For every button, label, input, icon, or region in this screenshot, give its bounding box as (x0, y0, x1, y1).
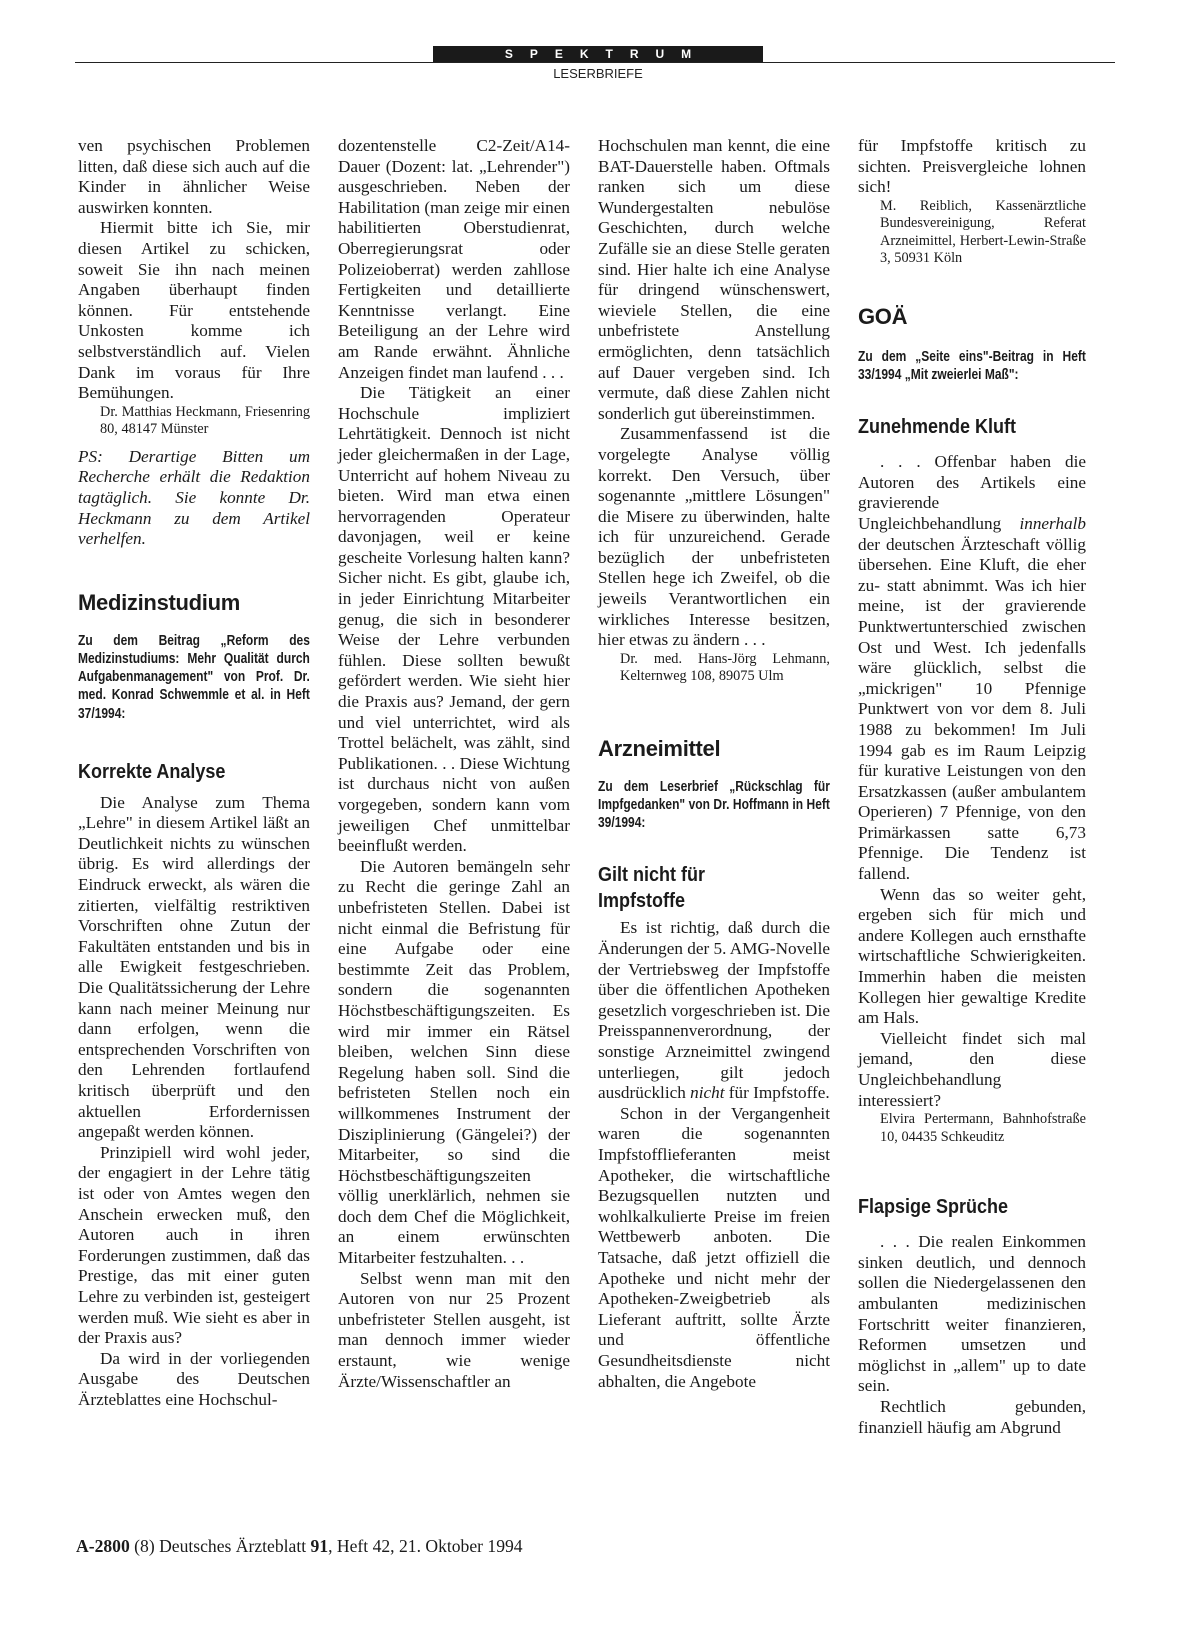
journal-name: (8) Deutsches Ärzteblatt (129, 1536, 311, 1556)
emphasis: nicht (690, 1083, 725, 1103)
editor-note: PS: Derartige Bitten um Recherche erhält die Redaktion tagtäglich. Sie konnte Dr. Heckmann zu dem Artikel verhelfen. (78, 446, 310, 549)
section-heading: GOÄ (858, 303, 908, 329)
paragraph-text: für Impfstoffe. (724, 1083, 830, 1103)
paragraph: ven psychischen Problemen litten, daß diese sich auch auf die Kinder in ähnlicher Weise auswirken konnten. (78, 136, 310, 217)
paragraph: Selbst wenn man mit den Autoren von nur 25 Prozent unbefristeter Stellen ausgeht, ist man dennoch immer wieder erstaunt, wie wenige Ärzte/Wissenschaftler an (338, 1268, 570, 1391)
column-4 (858, 136, 1086, 1438)
letter-heading: Gilt nicht für Impfstoffe (598, 864, 706, 913)
section-intro: Zu dem Leserbrief „Rückschlag für Impfgedanken" von Dr. Hoffmann in Heft 39/1994: (598, 778, 830, 832)
paragraph (598, 918, 830, 1103)
letter-heading: Flapsige Sprüche (858, 1196, 1009, 1219)
column-3 (598, 136, 830, 1392)
section-heading: Arzneimittel (598, 735, 721, 761)
paragraph: Wenn das so weiter geht, ergeben sich für mich und andere Kollegen auch ernsthafte wirtschaftliche Schwierigkeiten. Immerhin haben die meisten Kollegen hier gewaltige Kredite am Hals. (858, 884, 1086, 1028)
paragraph: Hiermit bitte ich Sie, mir diesen Artikel zu schicken, soweit Sie ihn nach meinen Angaben überhaupt finden können. Für entstehende Unkosten komme ich selbstverständlich auf. Vielen Dank im voraus für Ihre Bemühungen. (78, 218, 310, 403)
paragraph (858, 452, 1086, 884)
section-intro: Zu dem „Seite eins"-Beitrag in Heft 33/1994 „Mit zweierlei Maß": (858, 348, 1086, 383)
letter-signature: Elvira Pertermann, Bahnhofstraße 10, 04435 Schkeuditz (880, 1111, 1086, 1145)
paragraph: . . . Die realen Einkommen sinken deutlich, und dennoch sollen die Niedergelassenen den ambulanten medizinischen Fortschritt weiter finanzieren, Reformen umsetzen und möglichst in „allem" up to date sein. (858, 1232, 1086, 1396)
section-intro: Zu dem Beitrag „Reform des Medizinstudiums: Mehr Qualität durch Aufgabenmanagement" von Prof. Dr. med. Konrad Schwemmle et al. in Heft 37/1994: (78, 632, 310, 722)
paragraph: Vielleicht findet sich mal jemand, den diese Ungleichbehandlung interessiert? (858, 1028, 1086, 1110)
section-heading: Medizinstudium (78, 589, 241, 615)
paragraph: Die Autoren bemängeln sehr zu Recht die geringe Zahl an unbefristeten Stellen. Dabei ist nicht einmal die Befristung für eine Aufgabe oder eine bestimmte Zeit das Problem, sondern die sogenannten Höchstbeschäftigungszeiten. Es wird mir immer ein Rätsel bleiben, welchen Sinn diese Regelung haben soll. Sind die befristeten Stellen noch ein willkommenes Instrument der Disziplinierung (Gängelei?) der Mitarbeiter, so sind die Höchstbeschäftigungszeiten völlig unerklärlich, nehmen sie doch dem Chef die Möglichkeit, an einem erwünschten Mitarbeiter festzuhalten. . . (338, 856, 570, 1268)
emphasis: innerhalb (1019, 513, 1086, 533)
paragraph: Zusammenfassend ist die vorgelegte Analyse völlig korrekt. Den Versuch, über sogenannte „mittlere Lösungen" die Misere zu überwinden, halte ich für unzureichend. Gerade bezüglich der unbefristeten Stellen hege ich Zweifel, ob die jeweils Verantwortlichen ein wirkliches Interesse besitzen, hier etwas zu ändern . . . (598, 424, 830, 650)
paragraph-text: . . . Offenbar haben die Autoren des Artikels eine gravierende Ungleichbehandlung (858, 452, 1086, 533)
paragraph: Die Tätigkeit an einer Hochschule impliziert Lehrtätigkeit. Dennoch ist nicht jeder gleichermaßen in der Lage, Unterricht auf hohem Niveau zu bieten. Wird man etwa einen hervorragenden Operateur davonjagen, weil er keine gescheite Vorlesung halten kann? Sicher nicht. Es gibt, glaube ich, in jeder Einrichtung Mitarbeiter genug, die sich in besonderer Weise der Lehre verbunden fühlen. Diese sollten bewußt gefördert werden. Wie sieht hier die Praxis aus? Jemand, der gern und viel unterrichtet, wird als Trottel belächelt, was zählt, sind Publikationen. . . Diese Wichtung ist durchaus nicht von außen vorgegeben, sondern kann vom jeweiligen Chef unmittelbar beeinflußt werden. (338, 383, 570, 856)
paragraph: Rechtlich gebunden, finanziell häufig am Abgrund (858, 1396, 1086, 1437)
paragraph: Schon in der Vergangenheit waren die sogenannten Impfstofflieferanten meist Apotheker, die wirtschaftliche Bezugsquellen nutzten und wohlkalkulierte Preise im freien Wettbewerb anboten. Die Tatsache, daß jetzt offiziell die Apotheke und nicht mehr der Apotheken-Zweigbetrieb als Lieferant auftritt, sollte Ärzte und öffentliche Gesundheitsdienste nicht abhalten, die Angebote (598, 1103, 830, 1391)
paragraph-text: der deutschen Ärzteschaft völlig übersehen. Eine Kluft, die eher zu- statt abnimmt. Was ich hier meine, ist der gravierende Punktwertunterschied zwischen Ost und West. Ich jedenfalls wäre glücklich, selbst die „mickrigen" 10 Pfennige Punktwert von vor dem 8. Juli 1988 zu bekommen! Im Juli 1994 gab es im Raum Leipzig für kurative Leistungen von den Ersatzkassen (außer ambulantem Operieren) 7 Pfennige, von den Primärkassen satte 6,73 Pfennige. Die Tendenz ist fallend. (858, 534, 1086, 884)
page-footer (76, 1536, 523, 1557)
letter-heading: Korrekte Analyse (78, 760, 226, 783)
paragraph: Hochschulen man kennt, die eine BAT-Dauerstelle haben. Oftmals ranken sich um diese Wundergestalten nebulöse Geschichten, durch welche Zufälle sie an diese Stelle geraten sind. Hier halte ich eine Analyse für dringend wünschenswert, wieviele Stellen, die eine unbefristete Anstellung ermöglichten, denn tatsächlich auf Dauer vergeben sind. Ich vermute, daß diese Zahlen nicht sonderlich gut übereinstimmen. (598, 136, 830, 423)
column-1 (78, 136, 310, 1411)
volume-number: 91 (310, 1536, 329, 1556)
letter-signature: M. Reiblich, Kassenärztliche Bundesvereinigung, Referat Arzneimittel, Herbert-Lewin-Straße 3, 50931 Köln (880, 197, 1086, 267)
column-2 (338, 136, 570, 1392)
letter-heading: Zunehmende Kluft (858, 416, 1016, 439)
issue-date: , Heft 42, 21. Oktober 1994 (328, 1536, 523, 1556)
paragraph: für Impfstoffe kritisch zu sichten. Preisvergleiche lohnen sich! (858, 136, 1086, 197)
page-number: A-2800 (76, 1536, 130, 1556)
section-banner: SPEKTRUM (433, 46, 763, 63)
paragraph: Die Analyse zum Thema „Lehre" in diesem Artikel läßt an Deutlichkeit nichts zu wünschen übrig. Es wird allerdings der Eindruck erweckt, als wären die zitierten, vielfältig restriktiven Vorschriften ohne Zutun der Fakultäten entstanden und bis in alle Ewigkeit festgeschrieben. Die Qualitätssicherung der Lehre kann nach meiner Meinung nur dann erfolgen, wenn die entsprechenden Vorschriften von den Lehrenden fortlaufend kritisch überprüft und den aktuellen Erfordernissen angepaßt werden können. (78, 792, 310, 1142)
paragraph-text: Es ist richtig, daß durch die Änderungen der 5. AMG-Novelle der Vertriebsweg der Impfstoffe über die öffentlichen Apotheken gesetzlich vorgeschrieben ist. Die Preisspannenverordnung, der sonstige Arzneimittel zwingend unterliegen, gilt jedoch ausdrücklich (598, 918, 830, 1103)
header-rule (75, 62, 1115, 63)
letter-signature: Dr. med. Hans-Jörg Lehmann, Kelternweg 108, 89075 Ulm (620, 650, 830, 685)
section-subtitle: LESERBRIEFE (553, 66, 643, 81)
paragraph: dozentenstelle C2-Zeit/A14-Dauer (Dozent: lat. „Lehrender") ausgeschrieben. Neben der Habilitation (man zeige mir einen habilitierten Oberstudienrat, Oberregierungsrat oder Polizeioberrat) werden zahllose Fertigkeiten und detaillierte Kenntnisse verlangt. Eine Beteiligung an der Lehre wird am Rande erwähnt. Ähnliche Anzeigen findet man laufend . . . (338, 136, 570, 382)
letter-signature: Dr. Matthias Heckmann, Friesenring 80, 48147 Münster (100, 403, 310, 438)
paragraph: Prinzipiell wird wohl jeder, der engagiert in der Lehre tätig ist oder von Amtes wegen den Anschein erwecken muß, den Autoren auch in ihren Forderungen zustimmen, daß das Prestige, das mit einer guten Lehre zu verbinden ist, gesteigert werden muß. Wie sieht es aber in der Praxis aus? (78, 1142, 310, 1348)
paragraph: Da wird in der vorliegenden Ausgabe des Deutschen Ärzteblattes eine Hochschul- (78, 1348, 310, 1409)
